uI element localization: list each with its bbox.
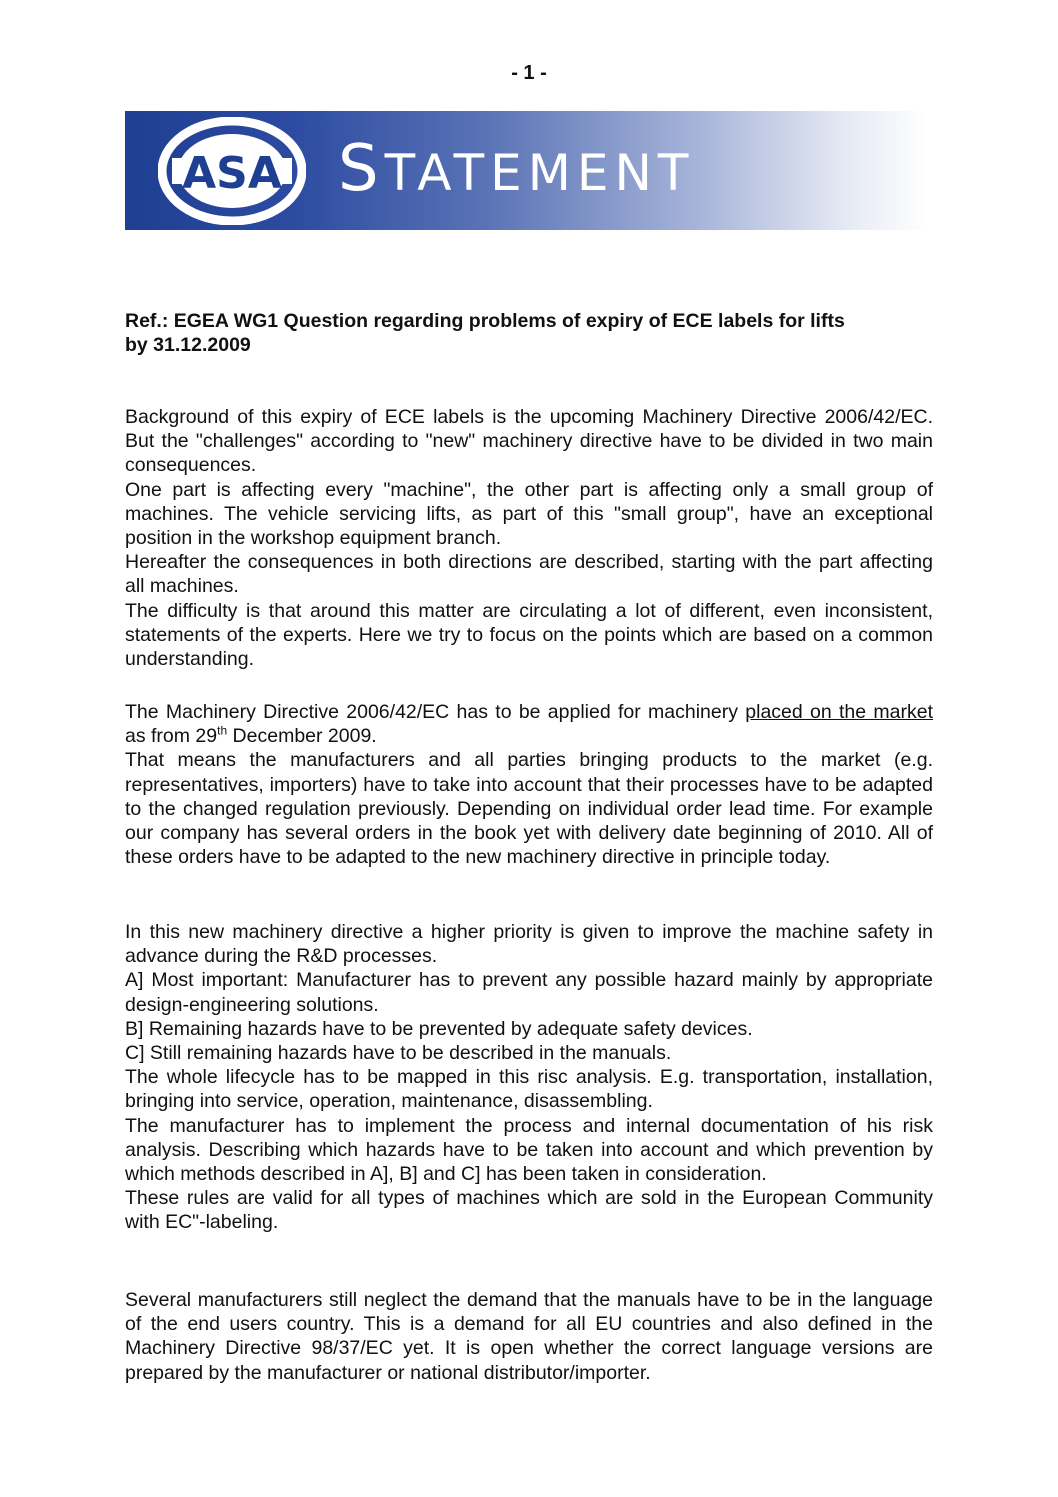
- paragraph: That means the manufacturers and all parties bringing products to the market (e.g. representatives, importers) have to take into account that their processes have to be adapted to the changed regulation previously. Depending on individual order lead time. For example our company has several orders in the book yet with delivery date beginning of 2010. All of these orders have to be adapted to the new machinery directive in principle today.: [125, 749, 933, 869]
- asa-logo: [158, 117, 306, 225]
- placed-on-market-text: placed on the market: [745, 701, 934, 723]
- paragraph: C] Still remaining hazards have to be described in the manuals.: [125, 1042, 672, 1065]
- paragraph: B] Remaining hazards have to be prevented by adequate safety devices.: [125, 1017, 753, 1040]
- section-safety-priority: [125, 920, 933, 1235]
- page-number: - 1 -: [511, 62, 547, 84]
- paragraph: Background of this expiry of ECE labels is the upcoming Machinery Directive 2006/42/EC. But the "challenges" according to "new" machinery directive have to be divided in two main consequences.: [125, 406, 933, 477]
- statement-banner: [125, 111, 928, 230]
- paragraph: In this new machinery directive a higher priority is given to improve the machine safety in advance during the R&D processes.: [125, 921, 933, 968]
- paragraph: These rules are valid for all types of machines which are sold in the European Community with EC"-labeling.: [125, 1187, 933, 1234]
- paragraph-intro: [125, 700, 933, 748]
- text-run: as from 29: [125, 725, 218, 748]
- section-manual-language: [125, 1288, 933, 1385]
- reference-line-2: by 31.12.2009: [125, 334, 251, 356]
- paragraph: The manufacturer has to implement the process and internal documentation of his risk analysis. Describing which hazards have to be taken into account and which prevention by which methods described in A], B] and C] has been taken in consideration.: [125, 1114, 933, 1186]
- superscript: th: [217, 723, 228, 738]
- paragraph: The difficulty is that around this matter are circulating a lot of different, even inconsistent, statements of the experts. Here we try to focus on the points which are based on a common understanding.: [125, 599, 933, 671]
- paragraph: The whole lifecycle has to be mapped in this risc analysis. E.g. transportation, installation, bringing into service, operation, maintenance, disassembling.: [125, 1066, 933, 1113]
- paragraph: Several manufacturers still neglect the demand that the manuals have to be in the language of the end users country. This is a demand for all EU countries and also defined in the Machinery Directive 98/37/EC yet. It is open whether the correct language versions are prepared by the manufacturer or national distributor/importer.: [125, 1289, 933, 1384]
- reference-line-1: Ref.: EGEA WG1 Question regarding problems of expiry of ECE labels for lifts: [125, 310, 845, 332]
- banner-title: [338, 131, 694, 223]
- section-directive-date: [125, 700, 933, 869]
- section-background: [125, 405, 933, 671]
- text-run: December 2009.: [227, 725, 377, 748]
- text-run: The Machinery Directive 2006/42/EC has to be applied for machinery: [125, 701, 746, 723]
- banner-title-initial: S: [338, 132, 385, 206]
- banner-title-rest: TATEMENT: [384, 144, 695, 202]
- paragraph: One part is affecting every "machine", the other part is affecting only a small group of machines. The vehicle servicing lifts, as part of this "small group", have an exceptional position in the workshop equipment branch.: [125, 478, 933, 550]
- logo-text: ASA: [182, 148, 282, 199]
- reference-heading: [125, 309, 935, 357]
- paragraph: A] Most important: Manufacturer has to prevent any possible hazard mainly by appropriate design-engineering solutions.: [125, 969, 933, 1016]
- paragraph: Hereafter the consequences in both directions are described, starting with the part affecting all machines.: [125, 551, 933, 598]
